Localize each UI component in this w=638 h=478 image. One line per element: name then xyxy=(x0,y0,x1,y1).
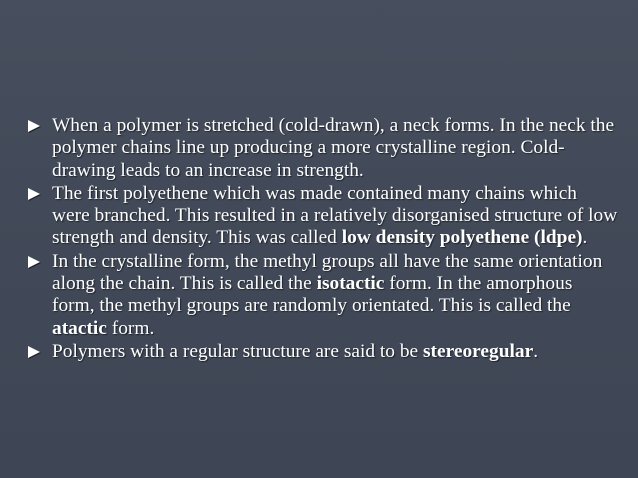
bullet-4-text-1: Polymers with a regular structure are said to be xyxy=(52,340,423,362)
bullet-item-1 xyxy=(28,115,618,182)
bullet-2-text-1: The first polyethene which was made contained many chains which were branched. This resulted in a relatively disorganised structure of low strength and density. This was called xyxy=(52,182,618,249)
bullet-2-term: low density polyethene (ldpe) xyxy=(341,227,583,249)
bullet-list xyxy=(28,115,618,364)
bullet-4-term: stereoregular xyxy=(423,340,534,362)
bullet-3-text-3: form. xyxy=(106,317,155,339)
bullet-3-term-isotactic: isotactic xyxy=(316,273,385,295)
arrow-right-icon xyxy=(28,120,40,132)
bullet-3-text-1: In the crystalline form, the methyl groups all have the same orientation along the chain. This is called the xyxy=(52,250,603,295)
bullet-item-3 xyxy=(28,251,618,340)
arrow-right-icon xyxy=(28,346,40,358)
bullet-2-text-2: . xyxy=(582,227,588,249)
arrow-right-icon xyxy=(28,188,40,200)
bullet-3-term-atactic: atactic xyxy=(52,317,107,339)
bullet-item-4 xyxy=(28,341,618,363)
arrow-right-icon xyxy=(28,256,40,268)
bullet-1-text: When a polymer is stretched (cold-drawn), a neck forms. In the neck the polymer chains line up producing a more crystalline region. Cold-drawing leads to an increase in strength. xyxy=(52,115,615,181)
bullet-3-text-2: form. In the amorphous form, the methyl groups are randomly orientated. This is called the xyxy=(52,273,573,317)
bullet-4-text-2: . xyxy=(533,340,539,362)
bullet-item-2 xyxy=(28,183,618,250)
